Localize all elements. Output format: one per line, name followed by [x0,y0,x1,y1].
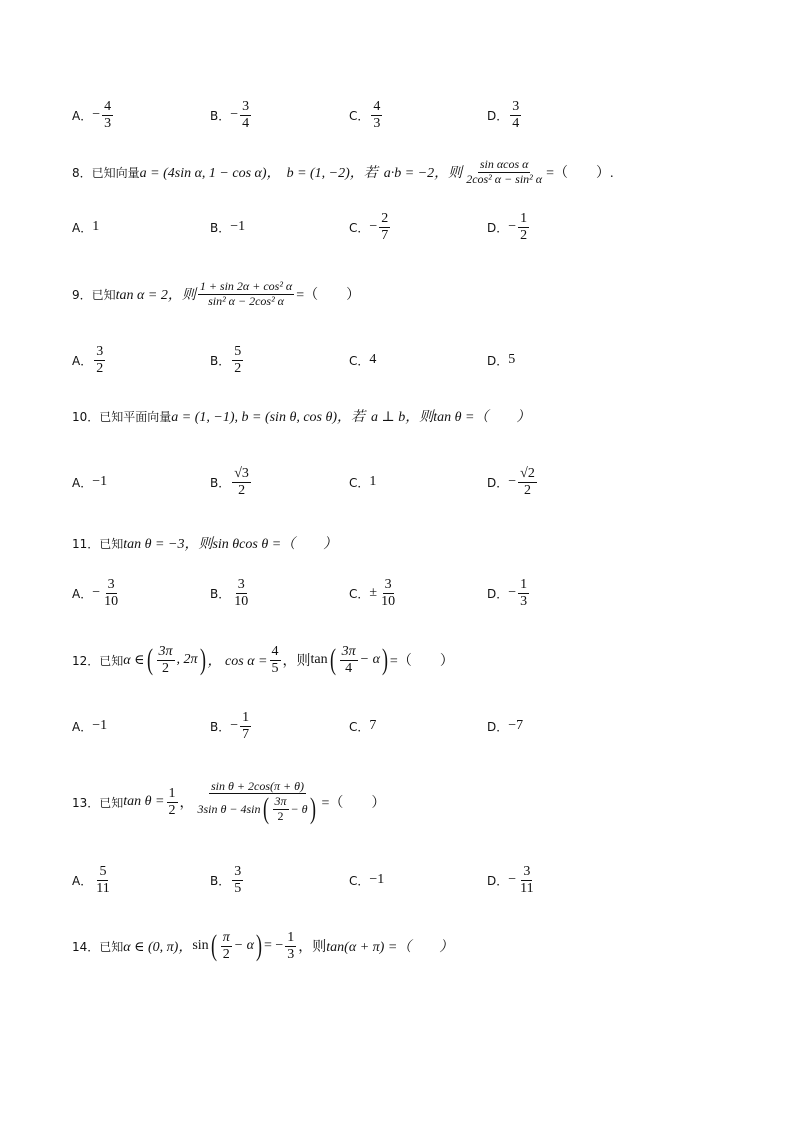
option-value: −1 [369,872,385,887]
numerator: 3π [274,794,287,809]
fraction [102,99,113,131]
denominator: 2 [168,802,176,818]
dot-product: a·b = −2，则 [383,166,463,181]
option-value: 7 [369,718,377,733]
option-value: 4 [369,352,377,367]
numerator: π [222,930,230,946]
question-label: 8．已知向量 [72,165,140,180]
q8-option-b[interactable] [210,207,245,247]
numerator: 1 [242,710,250,726]
option-label: B． [210,475,231,490]
numerator: sin θ + 2cos(π + θ) [211,778,304,793]
argument-tail: − θ [290,801,308,816]
sign: − [92,585,101,600]
question-10 [72,404,530,428]
denominator: 4 [512,115,520,131]
option-label: D． [487,586,509,601]
open-paren: ( [210,929,217,962]
condition: tan α = 2，则 [115,288,196,303]
option-label: C． [349,353,370,368]
q10-option-c[interactable] [349,462,376,502]
numerator: 1 [520,211,528,227]
option-value: −1 [230,219,246,234]
numerator: 1 [287,930,295,946]
fraction [232,864,243,896]
q9-option-b[interactable] [210,340,245,380]
denominator: 4 [345,660,353,676]
open-paren: ( [146,643,153,676]
option-label: C． [349,220,370,235]
q10-option-b[interactable] [210,462,253,502]
q7-option-a[interactable] [72,95,115,135]
close-paren: ) [309,792,316,826]
q7-option-d[interactable] [487,95,523,135]
numerator: 3 [523,864,531,880]
denominator: 2 [222,946,230,962]
option-label: C． [349,108,370,123]
question-13 [72,770,385,834]
option-label: B． [210,719,231,734]
option-label: A． [72,719,93,734]
sign: − [230,718,239,733]
condition: tan θ = [123,794,165,809]
q9-option-d[interactable] [487,340,515,380]
numerator: 3 [107,577,115,593]
sin-label: sin [192,938,209,953]
question-label: 9．已知 [72,287,116,302]
option-label: C． [349,475,370,490]
fraction [273,795,289,822]
numerator: 1 + sin 2α + cos² α [199,279,293,294]
question-ask: tan(α + π) =（ ） [326,940,454,955]
option-label: A． [72,220,93,235]
numerator: 3 [512,99,520,115]
answer-blank: =（ ） [321,796,386,811]
question-ask: tan θ =（ ） [433,410,531,425]
vectors: a = (1, −1), b = (sin θ, cos θ)，若 [171,410,366,425]
sign: ± [369,585,378,600]
option-label: A． [72,873,93,888]
numerator: 3 [234,864,242,880]
vector-b: b = (1, −2)，若 [286,166,378,181]
denominator: 10 [381,593,396,609]
option-value: 5 [508,352,516,367]
option-label: A． [72,586,93,601]
question-ask: sin θcos θ =（ ） [212,537,338,552]
fraction [94,864,111,896]
fraction [518,577,529,609]
numerator: 4 [373,99,381,115]
q8-option-a[interactable] [72,207,99,247]
answer-blank: =（ ） [296,288,361,303]
denominator: 11 [96,880,110,896]
question-14 [72,924,453,968]
cos-condition: ， cos α = [207,654,268,669]
fraction [518,466,537,498]
q8-option-d[interactable] [487,207,531,247]
question-8 [72,152,613,192]
denominator: 3 [287,946,295,962]
option-label: B． [210,108,231,123]
denominator: 4 [242,115,250,131]
option-label: C． [349,719,370,734]
option-label: A． [72,353,93,368]
numerator: 3 [96,344,104,360]
fraction [510,99,521,131]
fraction [102,577,120,609]
q12-option-b[interactable] [210,706,253,746]
fraction [379,577,397,609]
fraction [240,710,251,742]
denominator: 3 [104,115,112,131]
q13-option-b[interactable] [210,860,245,900]
condition: α ∈ [123,652,145,668]
question-label: 12．已知 [72,653,124,668]
denominator: 2 [520,227,528,243]
denominator: 3 [520,593,528,609]
sign: − [508,474,517,489]
fraction [371,99,382,131]
denominator: 10 [104,593,119,609]
argument-tail: − α [359,652,380,667]
numerator: 4 [104,99,112,115]
interval-end: , 2π [176,652,198,667]
close-paren: ) [381,643,388,676]
denominator-prefix: 3sin θ − 4sin [197,801,261,816]
q13-option-c[interactable] [349,860,384,900]
sign: − [508,219,517,234]
close-paren: ) [256,929,262,962]
denominator: 11 [520,880,534,896]
numerator: 3 [384,577,392,593]
denominator: 2 [96,360,104,376]
option-label: D． [487,873,509,888]
question-9 [72,274,360,314]
option-label: D． [487,353,509,368]
denominator: 5 [234,880,242,896]
denominator: 2 [524,482,531,498]
numerator: 1 [520,577,528,593]
option-label: B． [210,220,231,235]
expression-fraction [198,280,294,307]
q10-option-d[interactable] [487,462,539,502]
fraction [232,344,243,376]
answer-blank: =（ ） [389,654,454,669]
tan-label: tan [310,652,328,667]
sign: − [92,107,101,122]
open-paren: ( [262,792,269,826]
equals: = − [264,938,284,953]
option-label: D． [487,108,509,123]
close-paren: ) [199,643,206,676]
option-value: −1 [92,474,108,489]
argument-tail: − α [233,938,254,953]
denominator: 5 [271,660,279,676]
numerator: 4 [271,644,279,660]
option-label: A． [72,475,93,490]
option-label: D． [487,220,509,235]
q11-option-d[interactable] [487,573,531,613]
perpendicular-condition: a ⊥ b，则 [371,410,434,425]
expression-fraction [464,158,544,185]
connector: ，则 [298,940,327,955]
fraction [157,644,175,676]
numerator: 2 [381,211,389,227]
numerator: 3 [237,577,245,593]
numerator: sin αcos α [479,157,529,172]
question-12 [72,638,454,682]
numerator: 5 [99,864,107,880]
sign: − [508,872,517,887]
q13-option-a[interactable] [72,860,114,900]
condition: tan θ = −3，则 [123,537,213,552]
denominator: 7 [242,726,250,742]
connector: ，则 [282,654,311,669]
fraction [379,211,390,243]
numerator: 5 [234,344,242,360]
q13-option-d[interactable] [487,860,538,900]
fraction [518,864,535,896]
q12-option-c[interactable] [349,706,376,746]
option-value: 1 [369,474,377,489]
question-11 [72,531,337,555]
numerator: 3π [341,644,356,660]
q11-option-c[interactable] [349,573,399,613]
fraction [285,930,296,962]
fraction [232,577,250,609]
fraction [240,99,251,131]
q7-option-c[interactable] [349,95,384,135]
option-label: B． [210,353,231,368]
fraction [270,644,281,676]
q9-option-a[interactable] [72,340,107,380]
numerator: √3 [234,466,249,482]
denominator: 10 [234,593,249,609]
numerator: 3π [158,644,173,660]
open-paren: ( [329,643,336,676]
vector-a: a = (4sin α, 1 − cos α)， [139,166,281,181]
option-label: C． [349,873,370,888]
numerator: 3 [242,99,250,115]
option-label: B． [210,873,231,888]
condition: α ∈ (0, π)， [123,940,193,955]
option-value: −7 [508,718,524,733]
q9-option-c[interactable] [349,340,376,380]
q12-option-d[interactable] [487,706,523,746]
q10-option-a[interactable] [72,462,107,502]
option-label: C． [349,586,370,601]
denominator: 2 [234,360,242,376]
option-label: D． [487,719,509,734]
q11-option-b[interactable] [210,573,252,613]
q7-option-b[interactable] [210,95,253,135]
denominator: 2 [162,660,169,676]
denominator: 3 [373,115,381,131]
option-value: 1 [92,219,100,234]
numerator: 1 [168,786,176,802]
question-label: 11．已知 [72,536,124,551]
question-label: 10．已知平面向量 [72,409,172,424]
q11-option-a[interactable] [72,573,122,613]
sign: − [230,107,239,122]
option-label: D． [487,475,509,490]
q12-option-a[interactable] [72,706,107,746]
fraction [167,786,178,818]
question-label: 13．已知 [72,795,124,810]
answer-blank: =（ ）. [546,166,614,181]
comma: ， [179,796,194,811]
fraction [94,344,105,376]
fraction [518,211,529,243]
numerator: √2 [520,466,535,482]
denominator: 2 [277,808,284,823]
question-label: 14．已知 [72,939,124,954]
expression-fraction [196,780,320,824]
q8-option-c[interactable] [349,207,392,247]
option-label: B． [210,586,231,601]
option-label: A． [72,108,93,123]
option-value: −1 [92,718,108,733]
fraction [221,930,232,962]
denominator: 2 [238,482,246,498]
sign: − [369,219,378,234]
fraction [340,644,358,676]
sign: − [508,585,517,600]
denominator: 2cos² α − sin² α [466,171,543,186]
fraction [232,466,251,498]
denominator [196,794,320,824]
denominator: 7 [381,227,389,243]
denominator: sin² α − 2cos² α [208,293,284,308]
